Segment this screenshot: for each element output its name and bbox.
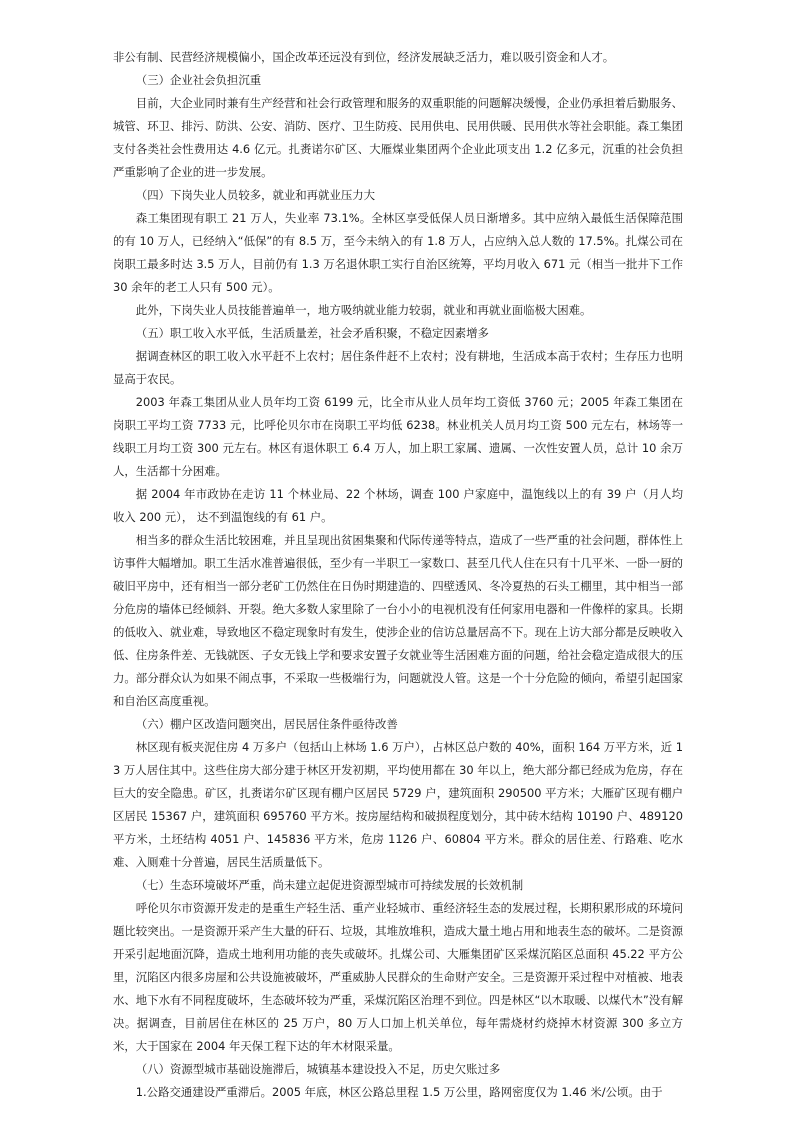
section-heading: （四）下岗失业人员较多，就业和再就业压力大 [135, 188, 376, 202]
body-paragraph: 据 2004 年市政协在走访 11 个林业局、22 个林场，调查 100 户家庭中，温饱线以上的有 39 户（月人均收入 200 元）， 达不到温饱线的有 61 户。 [113, 487, 683, 524]
body-paragraph: 2003 年森工集团从业人员年均工资 6199 元，比全市从业人员年均工资低 3760 元；2005 年森工集团在岗职工平均工资 7733 元，比呼伦贝尔市在岗职工平均低 6238。林业机关人员月均工资 500 元左右，林场等一线职工月均工资 300 元左右。林区有退休职工 6.4 万人，加上职工家属、遗属、一次性安置人员，总计 10 余万人，生活都十分困难。 [113, 395, 683, 478]
body-paragraph: 非公有制、民营经济规模偏小，国企改革还远没有到位，经济发展缺乏活力，难以吸引资金和人才。 [113, 50, 615, 64]
section-heading: （三）企业社会负担沉重 [135, 73, 262, 87]
body-paragraph: 1.公路交通建设严重滞后。2005 年底，林区公路总里程 1.5 万公里，路网密度仅为 1.46 米/公顷。由于 [135, 1085, 663, 1099]
body-paragraph: 目前，大企业同时兼有生产经营和社会行政管理和服务的双重职能的问题解决缓慢，企业仍承担着后勤服务、城管、环卫、排污、防洪、公安、消防、医疗、卫生防疫、民用供电、民用供暖、民用供水等社会职能。森工集团支付各类社会性费用达 4.6 亿元。扎赉诺尔矿区、大雁煤业集团两个企业此项支出 1.2 亿多元，沉重的社会负担严重影响了企业的进一步发展。 [113, 96, 683, 179]
body-paragraph: 林区现有板夹泥住房 4 万多户（包括山上林场 1.6 万户），占林区总户数的 40%，面积 164 万平方米，近 13 万人居住其中。这些住房大部分建于林区开发初期，平均使用都在 30 年以上，绝大部分都已经成为危房，存在巨大的安全隐患。矿区，扎赉诺尔矿区现有棚户区居民 5729 户，建筑面积 290500 平方米；大雁矿区现有棚户区居民 15367 户，建筑面积 695760 平方米。按房屋结构和破损程度划分，其中砖木结构 10190 户、489120 平方米，土坯结构 4051 户、145836 平方米，危房 1126 户、60804 平方米。群众的居住差、行路难、吃水难、入厕难十分普遍，居民生活质量低下。 [113, 740, 683, 869]
body-paragraph: 此外，下岗失业人员技能普遍单一，地方吸纳就业能力较弱，就业和再就业面临极大困难。 [135, 303, 592, 317]
section-heading: （八）资源型城市基础设施滞后，城镇基本建设投入不足，历史欠账过多 [135, 1062, 501, 1076]
section-heading: （七）生态环境破坏严重，尚未建立起促进资源型城市可持续发展的长效机制 [135, 878, 524, 892]
section-heading: （五）职工收入水平低，生活质量差，社会矛盾积聚，不稳定因素增多 [135, 326, 489, 340]
section-heading: （六）棚户区改造问题突出，居民居住条件亟待改善 [135, 717, 398, 731]
body-paragraph: 据调查林区的职工收入水平赶不上农村；居住条件赶不上农村；没有耕地，生活成本高于农村；生存压力也明显高于农民。 [113, 349, 683, 386]
body-paragraph: 相当多的群众生活比较困难，并且呈现出贫困集聚和代际传递等特点，造成了一些严重的社会问题，群体性上访事件大幅增加。职工生活水准普遍很低，至少有一半职工一家数口、甚至几代人住在只有十几平米、一卧一厨的破旧平房中，还有相当一部分老矿工仍然住在日伪时期建造的、四壁透风、冬冷夏热的石头工棚里，其中相当一部分危房的墙体已经倾斜、开裂。绝大多数人家里除了一台小小的电视机没有任何家用电器和一件像样的家具。长期的低收入、就业难，导致地区不稳定现象时有发生，使涉企业的信访总量居高不下。现在上访大部分都是反映收入低、住房条件差、无钱就医、子女无钱上学和要求安置子女就业等生活困难方面的问题，给社会稳定造成很大的压力。部分群众认为如果不闹点事，不采取一些极端行为，问题就没人管。这是一个十分危险的倾向，希望引起国家和自治区高度重视。 [113, 533, 683, 708]
body-paragraph: 呼伦贝尔市资源开发走的是重生产轻生活、重产业轻城市、重经济轻生态的发展过程，长期积累形成的环境问题比较突出。一是资源开采产生大量的矸石、垃圾，其堆放堆积，造成大量土地占用和地表生态的破坏。二是资源开采引起地面沉降，造成土地利用功能的丧失或破坏。扎煤公司、大雁集团矿区采煤沉陷区总面积 45.22 平方公里，沉陷区内很多房屋和公共设施被破坏，严重威胁人民群众的生命财产安全。三是资源开采过程中对植被、地表水、地下水有不同程度破坏，生态破坏较为严重，采煤沉陷区治理不到位。四是林区“以木取暖、以煤代木”没有解决。据调查，目前居住在林区的 25 万户，80 万人口加上机关单位，每年需烧材约烧掉木材资源 300 多立方米，大于国家在 2004 年天保工程下达的年木材限采量。 [113, 901, 683, 1053]
document-page [113, 46, 683, 1104]
body-paragraph: 森工集团现有职工 21 万人，失业率 73.1%。全林区享受低保人员日渐增多。其中应纳入最低生活保障范围的有 10 万人，已经纳入“低保”的有 8.5 万，至今未纳入的有 1.8 万人，占应纳入总人数的 17.5%。扎煤公司在岗职工最多时达 3.5 万人，目前仍有 1.3 万名退休职工实行自治区统筹，平均月收入 671 元（相当一批井下工作 30 余年的老工人只有 500 元）。 [113, 211, 683, 294]
